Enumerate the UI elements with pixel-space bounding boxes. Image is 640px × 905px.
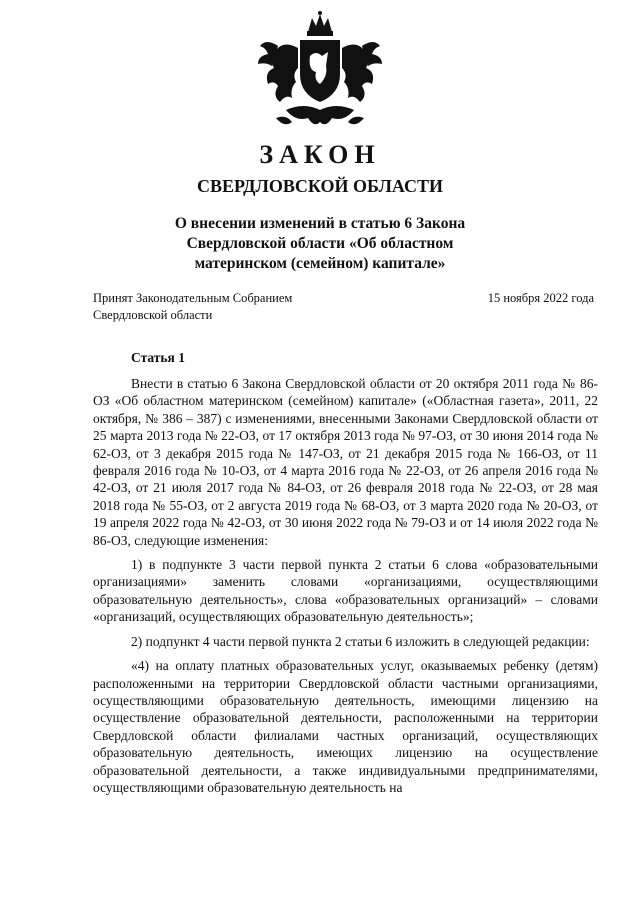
paragraph: 1) в подпункте 3 части первой пункта 2 статьи 6 слова «образовательными организациями» заменить словами «организациями, осуществляющими образовательную деятельность», слова «образовательных организаций» – словами «организаций, осуществляющих образовательную деятельность»; [93, 557, 598, 625]
region-name: СВЕРДЛОВСКОЙ ОБЛАСТИ [197, 176, 443, 196]
adoption-line-2: Свердловской области [93, 308, 213, 322]
document-title: ЗАКОН [259, 140, 381, 169]
paragraph: 2) подпункт 4 части первой пункта 2 статьи 6 изложить в следующей редакции: [131, 633, 590, 649]
paragraph: «4) на оплату платных образовательных услуг, оказываемых ребенку (детям) расположенными на территории Свердловской области частными организациями, осуществляющими образовательную деятельность, имеющими лицензию на осуществление образовательной деятельности, расположенными на территории Свердловской области филиалами частных организаций, осуществляющих образовательную деятельность, имеющих лицензию на осуществление образовательной деятельности, а также индивидуальными предпринимателями, осуществляющими образовательную деятельность на [93, 658, 598, 795]
adoption-line-1: Принят Законодательным Собранием [93, 291, 293, 305]
adoption-date: 15 ноября 2022 года [487, 291, 594, 305]
paragraph: Внести в статью 6 Закона Свердловской области от 20 октября 2011 года № 86-ОЗ «Об областном материнском (семейном) капитале» («Областная газета», 2011, 22 октября, № 386 – 387) с изменениями, внесенными Законами Свердловской области от 25 марта 2013 года № 22-ОЗ, от 17 октября 2013 года № 97-ОЗ, от 30 июня 2014 года № 62-ОЗ, от 3 декабря 2015 года № 147-ОЗ, от 21 декабря 2015 года № 166-ОЗ, от 11 февраля 2016 года № 10-ОЗ, от 4 марта 2016 года № 22-ОЗ, от 26 апреля 2016 года № 42-ОЗ, от 21 июля 2017 года № 84-ОЗ, от 26 февраля 2018 года № 22-ОЗ, от 28 мая 2018 года № 55-ОЗ, от 2 августа 2019 года № 68-ОЗ, от 3 марта 2020 года № 20-ОЗ, от 19 апреля 2022 года № 42-ОЗ, от 30 июня 2022 года № 79-ОЗ и от 14 июля 2022 года № 86-ОЗ, следующие изменения: [93, 376, 598, 548]
coat-of-arms-emblem [256, 10, 384, 134]
law-title: О внесении изменений в статью 6 Закона Свердловской области «Об областном материнском (семейном) капитале» [174, 215, 466, 272]
article-body [93, 375, 598, 803]
adoption-authority [93, 290, 292, 324]
article-heading: Статья 1 [131, 350, 185, 365]
